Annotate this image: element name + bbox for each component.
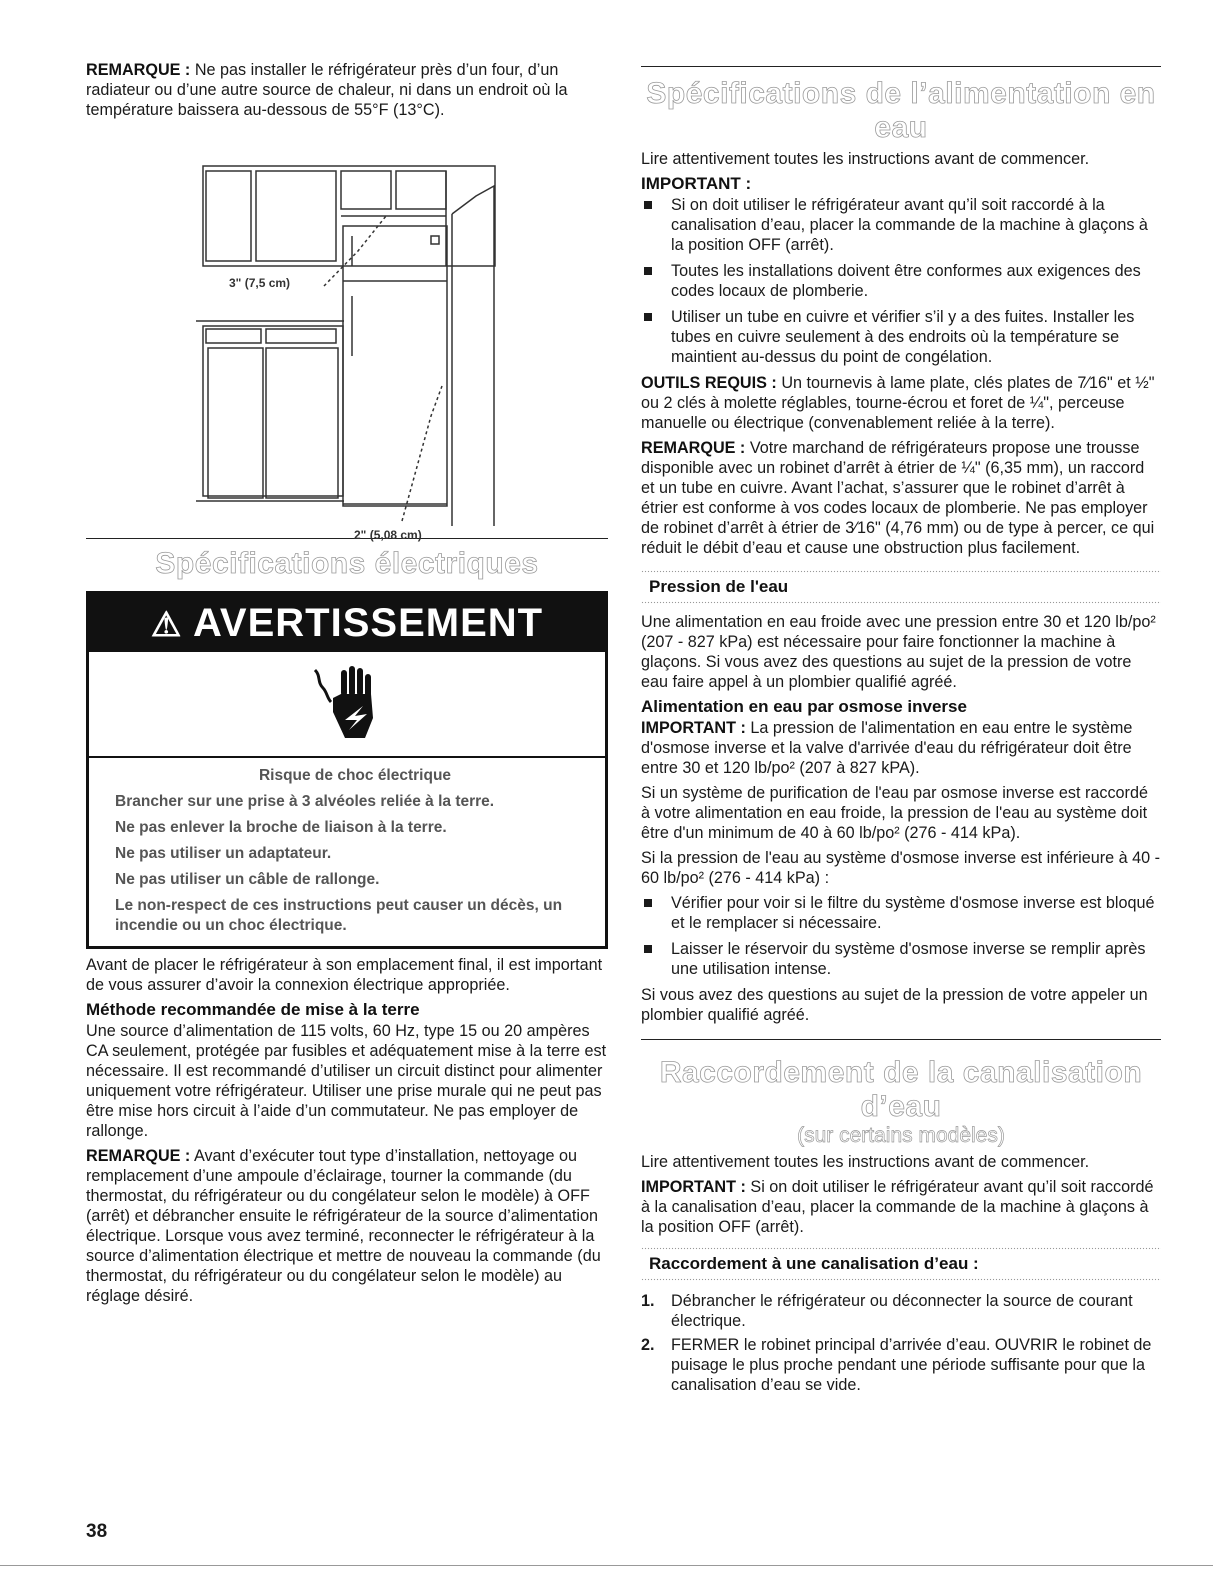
important-label: IMPORTANT :	[641, 1178, 746, 1196]
connect-heading: Raccordement à une canalisation d’eau :	[649, 1254, 979, 1273]
clearance-bottom-label: 2" (5,08 cm)	[354, 528, 422, 542]
left-column	[86, 60, 608, 1311]
pressure-subhead	[641, 573, 1161, 601]
warning-line: Le non-respect de ces instructions peut causer un décès, un incendie ou un choc électrique.	[115, 897, 563, 934]
important-list	[641, 195, 1161, 367]
step-item	[641, 1291, 1161, 1331]
section-rule	[641, 66, 1161, 67]
ro-paragraph: Si un système de purification de l'eau par osmose inverse est raccordé à votre alimentation en eau froide, la pression de l'eau au système doit être d'un minimum de 40 à 60 lb/po² (276 - 414 kPa).	[641, 784, 1148, 842]
electrical-section-title: Spécifications électriques	[155, 547, 539, 580]
important-heading: IMPORTANT :	[641, 174, 752, 193]
read-all-text: Lire attentivement toutes les instructions avant de commencer.	[641, 150, 1090, 168]
connect-subhead	[641, 1250, 1161, 1278]
note-top	[86, 60, 608, 120]
step-item	[641, 1335, 1161, 1395]
section-rule	[86, 538, 608, 539]
note-text: Ne pas installer le réfrigérateur près d’un four, d’un radiateur ou d’une autre source de chaleur, ni dans un endroit où la température baissera au-dessous de 55°F (13°C).	[86, 61, 568, 119]
warning-line: Ne pas enlever la broche de liaison à la terre.	[115, 819, 447, 836]
warning-line: Risque de choc électrique	[258, 767, 452, 784]
warning-icon-area	[89, 652, 605, 758]
tools-label: OUTILS REQUIS :	[641, 374, 777, 392]
step-number: 2.	[641, 1336, 655, 1354]
note-label: REMARQUE :	[641, 439, 746, 457]
tools-paragraph	[641, 373, 1161, 433]
important-text: Si on doit utiliser le réfrigérateur avant qu’il soit raccordé à la canalisation d’eau, placer la commande de la machine à glaçons à la position OFF (arrêt).	[641, 1178, 1154, 1236]
warning-triangle-icon: ⚠	[150, 606, 183, 644]
section-rule	[641, 1039, 1161, 1040]
connection-section-subtitle: (sur certains modèles)	[797, 1124, 1005, 1147]
connection-section-title: Raccordement de la canalisation d’eau	[659, 1056, 1143, 1123]
warning-text	[89, 758, 605, 946]
refrigerator-clearance-figure	[86, 126, 608, 542]
ro-list	[641, 893, 1161, 979]
ro-important	[641, 718, 1161, 778]
pressure-paragraph: Une alimentation en eau froide avec une pression entre 30 et 120 lb/po² (207 - 827 kPa) est nécessaire pour faire fonctionner la machine à glaçons. Si vous avez des questions au sujet de la pression de votre eau faire appel à un plombier qualifié agréé.	[641, 613, 1156, 691]
list-item: Laisser le réservoir du système d'osmose inverse se remplir après une utilisation intense.	[641, 939, 1161, 979]
list-item: Utiliser un tube en cuivre et vérifier s’il y a des fuites. Installer les tubes en cuivre seulement à des endroits où la température se maintient au-dessus du point de congélation.	[641, 307, 1161, 367]
step-number: 1.	[641, 1292, 655, 1310]
page-number: 38	[86, 1521, 108, 1542]
step-text: Débrancher le réfrigérateur ou déconnecter la source de courant électrique.	[671, 1292, 1133, 1330]
note-text: Avant d’exécuter tout type d’installation, nettoyage ou remplacement d’une ampoule d’éclairage, tourner la commande (du thermostat, du réfrigérateur ou du congélateur selon le modèle) à OFF (arrêt) et débrancher ensuite le réfrigérateur de la source d’alimentation électrique. Lorsque vous avez terminé, reconnecter le réfrigérateur à la source d’alimentation électrique et mettre de nouveau la commande (du thermostat, du réfrigérateur ou du congélateur selon le modèle) au réglage désiré.	[86, 1147, 601, 1305]
connect-steps	[641, 1291, 1161, 1395]
important-text: La pression de l'alimentation en eau entre le système d'osmose inverse et la valve d'arrivée d'eau du réfrigérateur doit être entre 30 et 120 lb/po² (207 à 827 kPA).	[641, 719, 1133, 777]
pressure-heading: Pression de l'eau	[649, 577, 789, 596]
tools-text: Un tournevis à lame plate, clés plates de 7⁄16" et ½" ou 2 clés à molette réglables, tourne-écrou et foret de ¼", perceuse manuelle ou électrique (convenablement reliée à la terre).	[641, 374, 1155, 432]
water-section-title: Spécifications de l’alimentation en eau	[646, 77, 1156, 144]
ro-paragraph: Si la pression de l'eau au système d'osmose inverse est inférieure à 40 - 60 lb/po² (276 - 414 kPa) :	[641, 849, 1161, 887]
electric-shock-hand-icon	[307, 664, 387, 744]
grounding-heading: Méthode recommandée de mise à la terre	[86, 1000, 420, 1019]
step-text: FERMER le robinet principal d’arrivée d’eau. OUVRIR le robinet de puisage le plus proche pendant une période suffisante pour que la canalisation d’eau se vide.	[671, 1336, 1152, 1394]
note-text: Votre marchand de réfrigérateurs propose une trousse disponible avec un robinet d’arrêt à étrier de ¼" (6,35 mm), un raccord et un tube en cuivre. Avant l’achat, s’assurer que le robinet d’arrêt à étrier est conforme à vos codes locaux de plomberie. Ne pas employer de robinet d’arrêt à étrier de 3⁄16" (4,76 mm) ou de type à percer, ce qui réduit le débit d’eau et cause une obstruction plus facilement.	[641, 439, 1155, 557]
warning-line: Ne pas utiliser un adaptateur.	[115, 845, 332, 862]
refrigerator-diagram	[86, 126, 608, 526]
right-column	[641, 60, 1161, 1399]
warning-line: Brancher sur une prise à 3 alvéoles reliée à la terre.	[115, 793, 495, 810]
important-label: IMPORTANT :	[641, 719, 746, 737]
grounding-paragraph: Une source d’alimentation de 115 volts, 60 Hz, type 15 ou 20 ampères CA seulement, protégée par fusibles et adéquatement mise à la terre est nécessaire. Il est recommandé d’utiliser un circuit distinct pour alimenter uniquement votre réfrigérateur. Utiliser une prise murale qui ne peut pas être mise hors circuit à l’aide d’un commutateur. Ne pas employer de rallonge.	[86, 1022, 607, 1140]
clearance-top-label: 3" (7,5 cm)	[229, 276, 291, 290]
dotted-rule	[641, 1278, 1161, 1281]
warning-header	[89, 594, 605, 652]
list-item: Toutes les installations doivent être conformes aux exigences des codes locaux de plomberie.	[641, 261, 1161, 301]
note-label: REMARQUE :	[86, 1147, 191, 1165]
footer-rule	[0, 1565, 1213, 1566]
important2	[641, 1177, 1161, 1237]
warning-box	[86, 591, 608, 949]
list-item: Si on doit utiliser le réfrigérateur avant qu’il soit raccordé à la canalisation d’eau, placer la commande de la machine à glaçons à la position OFF (arrêt).	[641, 195, 1161, 255]
warning-line: Ne pas utiliser un câble de rallonge.	[115, 871, 380, 888]
dotted-rule	[641, 601, 1161, 604]
reverse-osmosis-heading: Alimentation en eau par osmose inverse	[641, 697, 967, 716]
read-all-text: Lire attentivement toutes les instructions avant de commencer.	[641, 1153, 1090, 1171]
before-paragraph: Avant de placer le réfrigérateur à son emplacement final, il est important de vous assurer d’avoir la connexion électrique appropriée.	[86, 956, 603, 994]
warning-title: AVERTISSEMENT	[193, 601, 544, 645]
ro-paragraph: Si vous avez des questions au sujet de la pression de votre appeler un plombier qualifié agréé.	[641, 986, 1148, 1024]
list-item: Vérifier pour voir si le filtre du système d'osmose inverse est bloqué et le remplacer si nécessaire.	[641, 893, 1161, 933]
note-label: REMARQUE :	[86, 61, 191, 79]
note-electrical	[86, 1146, 608, 1306]
kit-note	[641, 438, 1161, 558]
